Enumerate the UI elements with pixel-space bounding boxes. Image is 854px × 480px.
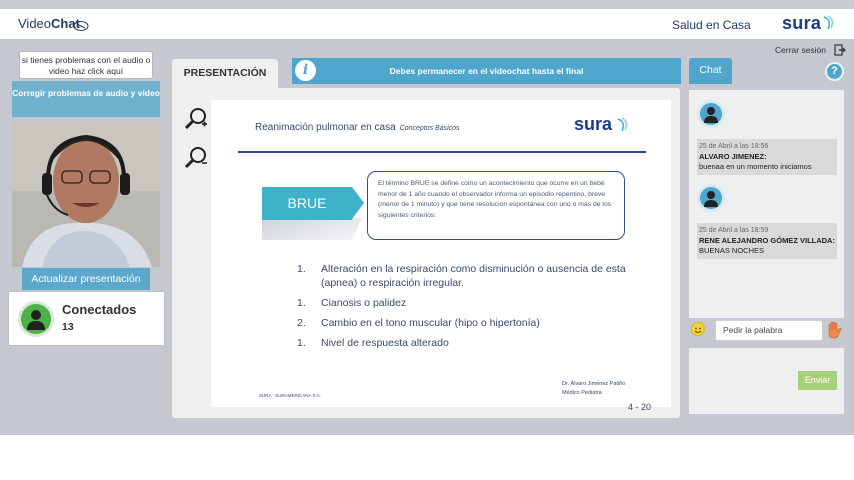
raise-hand-button[interactable]: Pedir la palabra [715,320,823,341]
logout-link[interactable]: Cerrar sesión [775,45,827,55]
header-subtitle: Salud en Casa [672,18,751,32]
header [0,9,854,39]
brue-tag: BRUE [262,187,352,220]
connected-count: 13 [62,321,74,333]
fix-audio-video-button[interactable]: Corregir problemas de audio y video [12,81,160,117]
slide-sura-logo-text: sura [574,114,613,134]
slide-sura-waves-icon [616,117,630,133]
tab-chat[interactable]: Chat [689,58,732,84]
raise-hand-icon[interactable] [826,321,842,344]
page-indicator: 4 - 20 [628,402,652,412]
connected-title: Conectados [62,302,137,317]
chat-avatar [697,100,725,128]
zoom-in-icon[interactable] [184,106,208,130]
criteria-text: Cianosis o palidez [321,297,407,309]
sura-logo-text: sura [782,13,822,33]
slide-title [255,122,460,133]
message-sender: ALVARO JIMENEZ: [699,152,767,161]
slide-author-name: Dr. Álvaro Jiménez Patiño [562,381,626,387]
criteria-number: 1. [297,337,306,349]
send-button[interactable]: Enviar [798,371,837,390]
slide-author-role: Médico Pediatra [562,390,602,396]
chat-message [697,139,837,175]
slide-subtitle: Conceptos Básicos [399,125,460,132]
logout-icon[interactable] [834,43,846,61]
criteria-list [297,262,627,356]
chat-message [697,223,837,259]
chat-avatar [697,184,725,212]
sura-logo-waves-icon [822,15,836,31]
help-icon[interactable]: ? [825,62,844,81]
tab-presentation[interactable]: PRESENTACIÓN [172,59,278,88]
smiley-icon[interactable] [691,322,705,336]
videochat-logo [18,16,80,31]
criteria-item [297,336,627,350]
stay-notice-banner [292,58,681,84]
criteria-number: 1. [297,263,306,275]
slide-author [562,380,625,398]
user-silhouette-icon [21,304,51,334]
av-help-tip: si tienes problemas con el audio o video haz click aquí [19,51,153,79]
user-icon [700,187,722,209]
slide-footer: SURA - SURAMERICANA S.A. [259,393,322,398]
message-text: BUENAS NOCHES [699,246,765,255]
message-text: buenaa en un momento iniciamos [699,162,812,171]
presenter-video-frame [12,121,160,267]
message-time: 25 de Abril a las 18:59 [699,227,769,234]
connected-users-card [8,291,165,346]
message-time: 25 de Abril a las 18:56 [699,143,769,150]
criteria-item [297,262,627,290]
logo-plain: Video [18,16,52,31]
slide-title-rule [238,151,646,153]
criteria-text: Nivel de respuesta alterado [321,337,449,349]
criteria-text: Alteración en la respiración como disminución o ausencia de esta (apnea) o respiración irregular. [321,263,626,289]
criteria-number: 1. [297,297,306,309]
brue-tag-shadow [262,218,362,240]
criteria-item [297,296,627,310]
top-stripe [0,0,854,9]
zoom-out-icon[interactable] [184,145,208,169]
user-icon [700,103,722,125]
criteria-item [297,316,627,330]
presenter-video [12,121,160,267]
criteria-text: Cambio en el tono muscular (hipo o hipertonía) [321,317,540,329]
stay-notice-text: Debes permanecer en el videochat hasta el final [389,66,584,76]
slide-sura-logo [574,114,612,135]
criteria-number: 2. [297,317,306,329]
sura-logo [782,13,821,34]
connected-user-icon [18,301,54,337]
presentation-slide [211,100,671,407]
logo-bold: Chat [51,16,80,31]
message-sender: RENE ALEJANDRO GÓMEZ VILLADA: [699,236,835,245]
update-presentation-button[interactable]: Actualizar presentación [22,268,150,290]
slide-title-text: Reanimación pulmonar en casa [255,122,396,133]
info-icon: i [295,60,316,81]
chat-bubble-icon [73,20,89,32]
brue-definition: El término BRUE se define como un acontecimiento que ocurre en un bebé menor de 1 año cuando el observador informa un episodio repentino, breve (menor de 1 minuto) y que tiene resolución espontánea con uno o más de los siguientes criterios: [367,171,625,240]
